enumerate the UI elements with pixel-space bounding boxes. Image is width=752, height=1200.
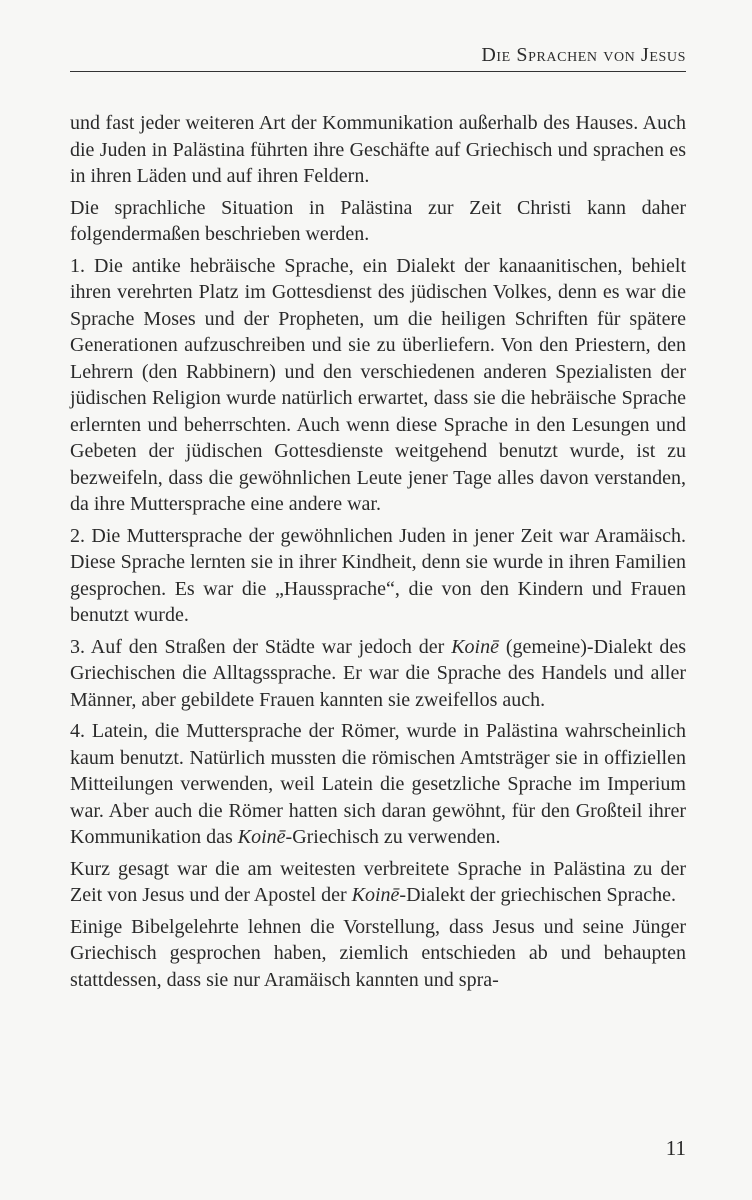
paragraph: 2. Die Muttersprache der gewöhnlichen Juden in jener Zeit war Aramäisch. Diese Sprache lernten sie in ihrer Kindheit, denn sie wurde in ihren Familien gesprochen. Es war die „Haussprache“, die von den Kindern und Frauen benutzt wurde.: [70, 524, 686, 626]
paragraph: Kurz gesagt war die am weitesten verbreitete Sprache in Palästina zu der Zeit von Jesus und der Apostel der Koinē-Dialekt der griechischen Sprache.: [70, 857, 686, 906]
italic-term: Koinē: [237, 826, 286, 848]
paragraph: 4. Latein, die Muttersprache der Römer, wurde in Palästina wahrscheinlich kaum benutzt. Natürlich mussten die römischen Amtsträger sie in offiziellen Mitteilungen verwenden, weil Latein die gesetzliche Sprache im Imperium war. Aber auch die Römer hatten sich daran gewöhnt, für den Großteil ihrer Kommunikation das Koinē-Griechisch zu verwenden.: [70, 720, 686, 848]
paragraph: 1. Die antike hebräische Sprache, ein Dialekt der kanaanitischen, behielt ihren verehrten Platz im Gottesdienst des jüdischen Volkes, denn es war die Sprache Moses und der Propheten, um die heiligen Schriften für spätere Generationen aufzuschreiben und sie zu überliefern. Von den Priestern, den Lehrern (den Rabbinern) und den verschiedenen anderen Spezialisten der jüdischen Religion wurde natürlich erwartet, dass sie die hebräische Sprache erlernten und beherrschten. Auch wenn diese Sprache in den Lesungen und Gebeten der jüdischen Gottesdienste weitgehend benutzt wurde, ist zu bezweifeln, dass die gewöhnlichen Leute jener Tage alles davon verstanden, da ihre Muttersprache eine andere war.: [70, 254, 686, 515]
italic-term: Koinē: [351, 884, 400, 906]
header-rule: [70, 71, 686, 72]
paragraph: Einige Bibelgelehrte lehnen die Vorstellung, dass Jesus und seine Jünger Griechisch gesprochen haben, ziemlich entschieden ab und behaupten stattdessen, dass sie nur Aramäisch kannten und spra-: [70, 915, 686, 991]
body-text: [70, 110, 686, 993]
paragraph: und fast jeder weiteren Art der Kommunikation außerhalb des Hauses. Auch die Juden in Palästina führten ihre Geschäfte auf Griechisch und sprachen es in ihren Läden und auf ihren Feldern.: [70, 112, 686, 187]
paragraph: Die sprachliche Situation in Palästina zur Zeit Christi kann daher folgendermaßen beschrieben werden.: [70, 196, 686, 245]
italic-term: Koinē: [451, 635, 499, 658]
running-head: Die Sprachen von Jesus: [481, 44, 686, 66]
page-number: 11: [665, 1136, 686, 1160]
paragraph: 3. Auf den Straßen der Städte war jedoch der Koinē (gemeine)-Dialekt des Griechischen die Alltagssprache. Er war die Sprache des Handels und aller Männer, aber gebildete Frauen kannten sie zweifellos auch.: [70, 635, 686, 711]
